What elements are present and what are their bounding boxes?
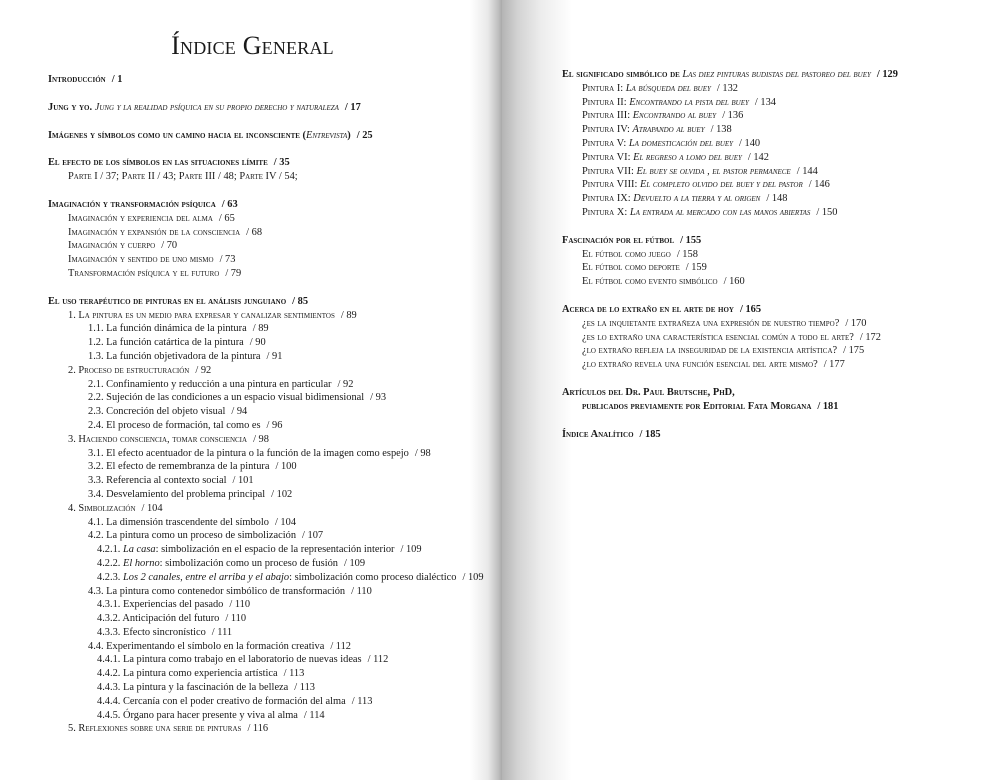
entry-title-suffix: )	[347, 129, 351, 141]
toc-section-heading	[562, 386, 992, 400]
entry-title: Pintura X:	[582, 206, 630, 218]
toc-entry	[582, 165, 992, 179]
entry-number: 5.	[68, 723, 79, 735]
page-number: / 109	[462, 571, 484, 583]
toc-entry	[97, 598, 478, 612]
toc-entry	[88, 391, 478, 405]
entry-title-italic: Jung y la realidad psíquica en su propio derecho y naturaleza	[94, 101, 339, 113]
entry-title: Reflexiones sobre una serie de pinturas	[78, 723, 242, 735]
entry-title: Jung y yo.	[48, 101, 95, 113]
toc-entry	[582, 151, 992, 165]
toc-entry	[97, 709, 478, 723]
entry-title-italic: El horno	[122, 557, 160, 569]
toc-entry	[582, 331, 992, 345]
toc-entry	[582, 261, 992, 275]
page-number: / 110	[225, 613, 247, 625]
page-number: / 142	[747, 151, 769, 163]
page-number: / 25	[356, 129, 373, 141]
entry-title: 4.3.1. Experiencias del pasado	[97, 599, 224, 611]
page-number: / 113	[294, 682, 315, 694]
toc-entry	[68, 309, 478, 323]
toc-entry	[88, 516, 478, 530]
entry-title-italic: Los 2 canales, entre el arriba y el abajo	[122, 571, 290, 583]
page-number: / 181	[817, 400, 839, 412]
toc-left-column	[48, 73, 484, 736]
toc-entry	[68, 239, 478, 253]
page-number: / 98	[253, 433, 269, 445]
toc-section-heading	[562, 303, 992, 317]
toc-entry	[97, 557, 478, 571]
entry-title: Imaginación y experiencia del alma	[68, 212, 213, 224]
entry-title: 4.3.2. Anticipación del futuro	[97, 613, 220, 625]
entry-title: Pintura V:	[582, 137, 629, 149]
toc-entry	[68, 212, 478, 226]
entry-title: 1.3. La función objetivadora de la pintura	[88, 350, 261, 362]
entry-title: El uso terapéutico de pinturas en el análisis junguiano	[48, 295, 287, 307]
entry-number: 3.	[68, 433, 79, 445]
entry-title: 2.4. El proceso de formación, tal como es	[88, 419, 261, 431]
entry-title-italic: Devuelto a la tierra y al origen	[633, 193, 761, 205]
page-number: / 110	[229, 599, 251, 611]
entry-title: ¿lo extraño revela una función esencial del arte mismo?	[582, 359, 818, 371]
page-number: / 132	[716, 82, 738, 94]
toc-section-heading	[48, 129, 478, 143]
page-number: / 148	[766, 193, 788, 205]
page-number: / 102	[271, 488, 293, 500]
entry-title: La pintura es un medio para expresar y canalizar sentimientos	[78, 309, 335, 321]
page-number: / 185	[639, 428, 661, 440]
entry-title: 1.2. La función catártica de la pintura	[88, 337, 244, 349]
entry-number: 4.2.1.	[97, 544, 123, 556]
entry-title: Pintura I:	[582, 82, 626, 94]
toc-entry	[97, 543, 478, 557]
entry-title: Pintura III:	[582, 110, 633, 122]
entry-title: 3.3. Referencia al contexto social	[88, 475, 227, 487]
page-number: / 114	[303, 709, 325, 721]
entry-title: Pintura IX:	[582, 193, 634, 205]
entry-title: 4.1. La dimensión trascendente del símbolo	[88, 516, 269, 528]
toc-entry	[88, 460, 478, 474]
toc-entry	[582, 137, 992, 151]
entry-title: El fútbol como evento simbólico	[582, 276, 718, 288]
entry-title: Parte I / 37; Parte II / 43; Parte III / 48; Parte IV / 54;	[68, 171, 298, 183]
entry-title: Pintura II:	[582, 96, 630, 108]
page-number: / 170	[845, 317, 867, 329]
entry-title: Imaginación y sentido de uno mismo	[68, 254, 214, 266]
page-number: / 68	[246, 226, 263, 238]
page-number: / 93	[370, 392, 387, 404]
toc-entry	[582, 82, 992, 96]
toc-entry	[88, 585, 478, 599]
entry-title: 4.4.1. La pintura como trabajo en el laboratorio de nuevas ideas	[97, 654, 362, 666]
toc-section-heading	[48, 198, 478, 212]
toc-entry	[68, 267, 478, 281]
entry-number: 4.2.2.	[97, 557, 123, 569]
page-number: / 73	[219, 254, 236, 266]
page-number: / 158	[676, 248, 698, 260]
entry-title: Acerca de lo extraño en el arte de hoy	[562, 303, 734, 315]
entry-title: Pintura IV:	[582, 124, 633, 136]
toc-entry	[582, 206, 992, 220]
entry-title: Imaginación y cuerpo	[68, 240, 156, 252]
toc-section-heading	[562, 234, 992, 248]
entry-title: : simbolización como un proceso de fusión	[159, 557, 338, 569]
page-number: / 150	[816, 206, 838, 218]
entry-title: Artículos del Dr. Paul Brutsche, PhD,	[562, 386, 735, 398]
toc-entry	[582, 248, 992, 262]
entry-title-italic: La domesticación del buey	[628, 137, 734, 149]
page-number: / 177	[823, 359, 845, 371]
entry-title: Fascinación por el fútbol	[562, 234, 675, 246]
page-number: / 63	[221, 198, 238, 210]
entry-title-italic: El regreso a lomo del buey	[633, 151, 742, 163]
page-number: / 92	[337, 378, 354, 390]
page-number: / 112	[330, 640, 351, 652]
entry-title-italic: La búsqueda del buey	[625, 82, 711, 94]
toc-entry	[582, 317, 992, 331]
page-number: / 79	[225, 267, 242, 279]
toc-entry	[97, 681, 478, 695]
entry-title: Imágenes y símbolos como un camino hacia el inconsciente (	[48, 129, 307, 141]
page-number: / 85	[292, 295, 309, 307]
page-number: / 140	[739, 137, 761, 149]
entry-number: 4.	[68, 502, 79, 514]
page-number: / 35	[273, 157, 290, 169]
page-number: / 144	[796, 165, 818, 177]
entry-title: 2.3. Concreción del objeto visual	[88, 406, 226, 418]
toc-entry	[68, 226, 478, 240]
page-number: / 94	[231, 406, 248, 418]
toc-entry	[97, 612, 478, 626]
toc-section-heading	[48, 73, 478, 87]
entry-title: El fútbol como deporte	[582, 262, 680, 274]
toc-entry	[582, 109, 992, 123]
entry-title: Pintura VIII:	[582, 179, 640, 191]
toc-entry	[582, 358, 992, 372]
entry-title-italic: Atrapando al buey	[632, 124, 705, 136]
entry-title-italic: Entrevista	[306, 129, 348, 141]
toc-entry	[97, 667, 478, 681]
page-number: / 98	[414, 447, 431, 459]
entry-title: 3.1. El efecto acentuador de la pintura o la función de la imagen como espejo	[88, 447, 409, 459]
entry-title: 3.4. Desvelamiento del problema principal	[88, 488, 266, 500]
page-number: / 70	[161, 240, 178, 252]
page-number: / 107	[302, 530, 324, 542]
toc-right-column	[562, 68, 992, 441]
entry-title: El fútbol como juego	[582, 248, 671, 260]
entry-title: 4.4.4. Cercanía con el poder creativo de formación del alma	[97, 695, 346, 707]
toc-entry	[68, 253, 478, 267]
toc-entry	[88, 405, 478, 419]
page-number: / 175	[843, 345, 865, 357]
page-number: / 1	[111, 74, 123, 85]
page-number: / 134	[754, 96, 776, 108]
toc-entry	[68, 502, 478, 516]
toc-entry	[68, 433, 478, 447]
entry-title: 4.3. La pintura como contenedor simbólico de transformación	[88, 585, 346, 597]
page-number: / 129	[876, 69, 898, 80]
page-number: / 111	[211, 626, 233, 638]
entry-title: Pintura VI:	[582, 151, 634, 163]
page-number: / 109	[400, 544, 422, 556]
page-number: / 17	[344, 101, 361, 113]
toc-entry	[88, 529, 478, 543]
entry-title: Simbolización	[78, 502, 136, 514]
entry-title-italic: El buey se olvida , el pastor permanece	[636, 165, 791, 177]
toc-entry	[97, 571, 484, 585]
entry-title: Introducción	[48, 74, 106, 85]
toc-entry	[97, 626, 478, 640]
page-number: / 136	[722, 110, 744, 122]
entry-title: 4.2. La pintura como un proceso de simbolización	[88, 530, 297, 542]
entry-title-italic: Encontrando al buey	[632, 110, 717, 122]
entry-title-italic: El completo olvido del buey y del pastor	[640, 179, 803, 191]
entry-number: 2.	[68, 364, 79, 376]
toc-entry	[97, 653, 478, 667]
entry-title: Índice Analítico	[562, 428, 634, 440]
page-number: / 112	[367, 654, 389, 666]
page-title: Índice General	[171, 31, 334, 60]
entry-title: Imaginación y expansión de la consciencia	[68, 226, 241, 238]
toc-entry	[582, 275, 992, 289]
toc-section-heading	[582, 400, 992, 414]
entry-title: ¿es lo extraño una característica esencial común a todo el arte?	[582, 331, 854, 343]
page-number: / 146	[808, 179, 830, 191]
entry-title: 1.1. La función dinámica de la pintura	[88, 323, 247, 335]
entry-title: 4.3.3. Efecto sincronístico	[97, 626, 206, 638]
entry-title: 4.4.2. La pintura como experiencia artística	[97, 668, 278, 680]
entry-title: Imaginación y transformación psíquica	[48, 198, 216, 210]
entry-title: El significado simbólico de	[562, 69, 683, 80]
page-number: / 65	[218, 212, 235, 224]
toc-section-heading	[48, 295, 478, 309]
entry-title: ¿es la inquietante extrañeza una expresión de nuestro tiempo?	[582, 317, 840, 329]
toc-entry	[68, 364, 478, 378]
entry-title-italic: Las diez pinturas budistas del pastoreo del buey	[682, 69, 871, 80]
toc-entry	[88, 350, 478, 364]
entry-title: Haciendo consciencia, tomar consciencia	[78, 433, 248, 445]
toc-entry	[582, 96, 992, 110]
entry-title: Proceso de estructuración	[78, 364, 190, 376]
page-number: / 89	[340, 309, 357, 321]
toc-entry	[582, 123, 992, 137]
toc-entry	[68, 170, 478, 184]
entry-title: El efecto de los símbolos en las situaciones límite	[48, 157, 268, 169]
toc-entry	[88, 378, 478, 392]
toc-section-heading	[48, 156, 478, 170]
toc-entry	[88, 322, 478, 336]
toc-entry	[88, 474, 478, 488]
toc-entry	[97, 695, 478, 709]
page-number: / 155	[680, 234, 702, 246]
entry-title-italic: La entrada al mercado con las manos abiertas	[629, 206, 811, 218]
toc-entry	[88, 488, 478, 502]
entry-title: ¿lo extraño refleja la inseguridad de la existencia artística?	[582, 345, 838, 357]
entry-number: 4.2.3.	[97, 571, 123, 583]
page-number: / 109	[344, 557, 366, 569]
page-number: / 116	[247, 723, 269, 735]
entry-title: publicados previamente por Editorial Fata Morgana	[582, 400, 812, 412]
page-number: / 92	[195, 364, 212, 376]
page-number: / 101	[232, 475, 254, 487]
toc-section-heading	[562, 68, 992, 82]
toc-entry	[582, 344, 992, 358]
page-number: / 113	[283, 668, 305, 680]
toc-entry	[582, 178, 992, 192]
toc-entry	[88, 336, 478, 350]
page-number: / 110	[351, 585, 372, 597]
page-number: / 113	[351, 695, 373, 707]
page-number: / 160	[723, 276, 745, 288]
entry-title: 4.4. Experimentando el símbolo en la formación creativa	[88, 640, 325, 652]
entry-title: 4.4.3. La pintura y la fascinación de la belleza	[97, 682, 289, 694]
entry-title: Pintura VII:	[582, 165, 637, 177]
entry-title-italic: La casa	[122, 544, 156, 556]
toc-section-heading	[48, 101, 478, 115]
toc-entry	[582, 192, 992, 206]
page-number: / 91	[266, 350, 283, 362]
toc-entry	[88, 419, 478, 433]
entry-title: : simbolización en el espacio de la representación interior	[155, 544, 395, 556]
toc-section-heading	[562, 428, 992, 442]
page-number: / 138	[710, 124, 732, 136]
page-number: / 165	[739, 303, 762, 315]
toc-entry	[88, 447, 478, 461]
entry-title: : simbolización como proceso dialéctico	[289, 571, 457, 583]
page-number: / 159	[685, 262, 707, 274]
page-number: / 172	[859, 331, 881, 343]
page-number: / 100	[275, 461, 297, 473]
page-number: / 89	[252, 323, 269, 335]
toc-entry	[88, 640, 478, 654]
page-number: / 96	[266, 419, 283, 431]
entry-title: 3.2. El efecto de remembranza de la pintura	[88, 461, 270, 473]
page-number: / 90	[249, 337, 266, 349]
entry-title-italic: Encontrando la pista del buey	[629, 96, 749, 108]
page-number: / 104	[274, 516, 297, 528]
entry-title: 2.1. Confinamiento y reducción a una pintura en particular	[88, 378, 332, 390]
entry-title: Transformación psíquica y el futuro	[68, 267, 220, 279]
toc-entry	[68, 722, 478, 736]
entry-title: 2.2. Sujeción de las condiciones a un espacio visual bidimensional	[88, 392, 365, 404]
entry-title: 4.4.5. Órgano para hacer presente y viva al alma	[97, 709, 298, 721]
page-number: / 104	[141, 502, 163, 514]
entry-number: 1.	[68, 309, 79, 321]
